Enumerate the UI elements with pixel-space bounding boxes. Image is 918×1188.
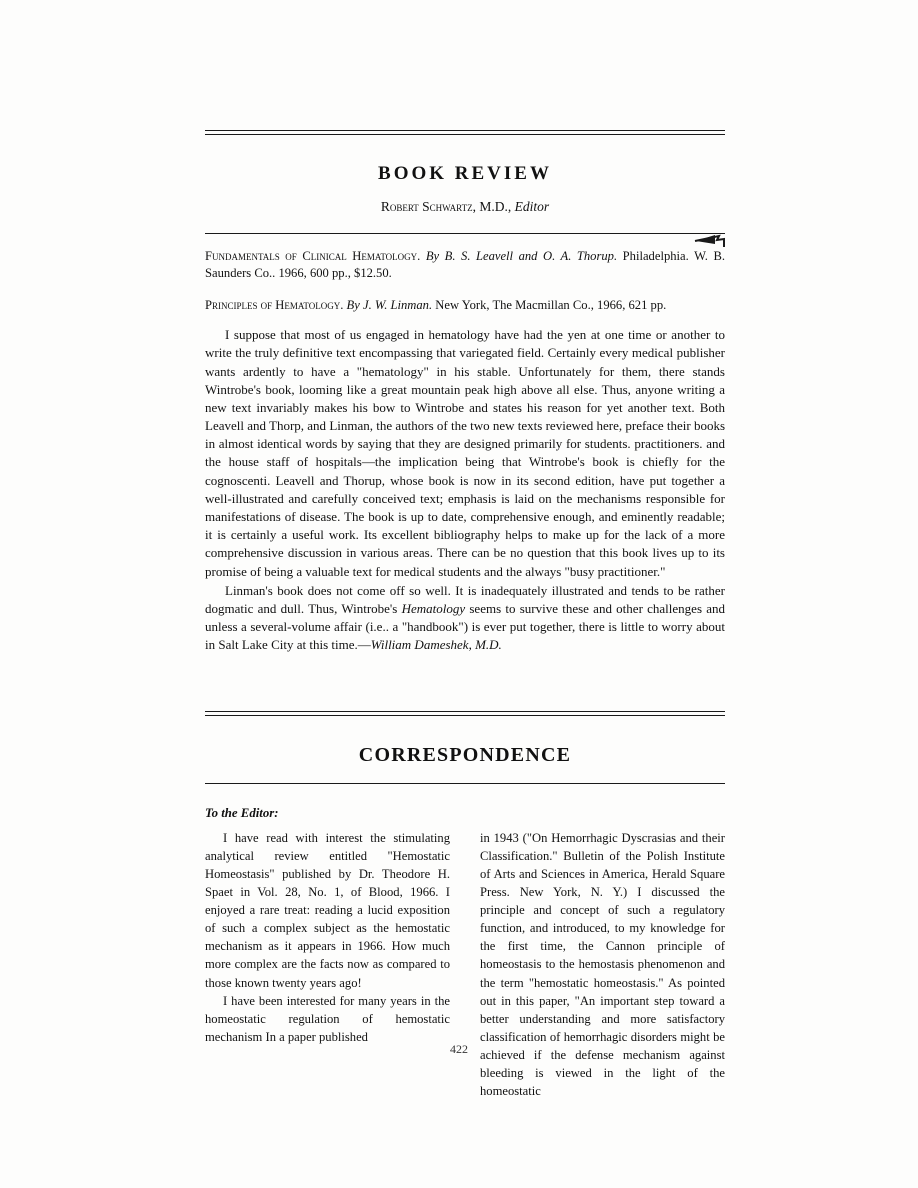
citation-1-title: Fundamentals of Clinical Hematology. [205,249,421,263]
letter-left-paragraph-2: I have been interested for many years in the homeostatic regulation of hemostatic mechanism In a paper published [205,993,450,1044]
editor-line [205,199,725,215]
page-content [205,130,725,1100]
review-paragraph-2-mid: seems to survive these and other challenges and unless a several-volume affair (i.e.. a "handbook") is ever put together, there is little to worry about in Salt Lake City at this time.— [205,600,726,653]
letter-left-column [205,829,450,1101]
page-title: BOOK REVIEW [378,163,552,184]
review-paragraph-2 [205,582,725,655]
editor-role: Editor [514,199,550,214]
citation-2 [205,297,725,314]
review-signature: William Dameshek, M.D. [370,637,502,653]
citation-1 [205,248,725,283]
citation-2-byline: By J. W. Linman. [346,297,433,312]
letter-right-column [480,829,725,1101]
page-number: 422 [450,1042,468,1056]
review-paragraph-2-pre: Linman's book does not come off so well. It is inadequately illustrated and tends to be rather dogmatic and dull. Thus, Wintrobe's [205,582,725,616]
correspondence-title: CORRESPONDENCE [358,743,572,766]
correspondence-under-rule [205,783,725,784]
rule-under-editor [205,233,725,234]
editor-name: Robert Schwartz, M.D., [380,199,512,214]
citation-2-title: Principles of Hematology. [205,297,344,312]
top-double-rule [205,130,725,135]
letter-left-paragraph-1: I have read with interest the stimulating analytical review entitled "Hemostatic Homeostasis" published by Dr. Theodore H. Spaet in Vol. 28, No. 1, of Blood, 1966. I enjoyed a rare treat: reading a lucid exposition of such a complex subject as the hemostatic mechanism as it appears in 1966. How much more complex are the facts now as compared to those known twenty years ago! [205,830,450,990]
review-paragraph-2-italic: Hematology [401,600,466,616]
letter-right-paragraph-1: in 1943 ("On Hemorrhagic Dyscrasias and their Classification." Bulletin of the Polish Institute of Arts and Sciences in America, Herald Square Press. New York, N. Y.) I discussed the principle and concept of such a regulatory function, and introduced, to my knowledge for the first time, the Cannon principle of homeostasis to the hemostasis phenomenon and the term "hemostatic homeostasis." As pointed out in this paper, "An important step toward a better understanding and more satisfactory classification of hemorrhagic disorders might be achieved if the defense mechanism against bleeding is viewed in the light of the homeostatic [480,830,725,1099]
citation-1-byline: By B. S. Leavell and O. A. Thorup. [425,249,618,263]
correspondence-top-rule [205,711,725,716]
citation-1-rest: Philadelphia. W. B. Saunders Co.. 1966, 600 pp., $12.50. [205,249,726,281]
to-the-editor-label: To the Editor: [205,805,279,820]
arrow-icon [693,232,727,250]
letter-columns [205,829,725,1101]
review-paragraph-1: I suppose that most of us engaged in hematology have had the yen at one time or another to write the truly definitive text encompassing that variegated field. Certainly every medical publisher wants ardently to have a "hematology" in his stable. Unfortunately for them, there stands Wintrobe's book, looming like a great mountain peak high above all else. Thus, anyone writing a new text invariably makes his bow to Wintrobe and states his reason for yet another text. Both Leavell and Thorp, and Linman, the authors of the two new texts reviewed here, preface their books in almost identical words by saying that they are designed primarily for students. practitioners. and the house staff of hospitals—the implication being that Wintrobe's book is chiefly for the cognoscenti. Leavell and Thorup, whose book is now in its second edition, have put together a well-illustrated and carefully conceived text; emphasis is laid on the mechanisms responsible for manifestations of disease. The book is up to date, comprehensive enough, and eminently readable; it is certainly a useful work. Its excellent bibliography helps to make up for the lack of a more comprehensive discussion in various areas. There can be no question that this book lives up to its promise of being a valuable text for medical students and the always "busy practitioner." [205,327,725,579]
review-body [205,326,725,654]
citation-2-rest: New York, The Macmillan Co., 1966, 621 pp. [435,297,667,312]
